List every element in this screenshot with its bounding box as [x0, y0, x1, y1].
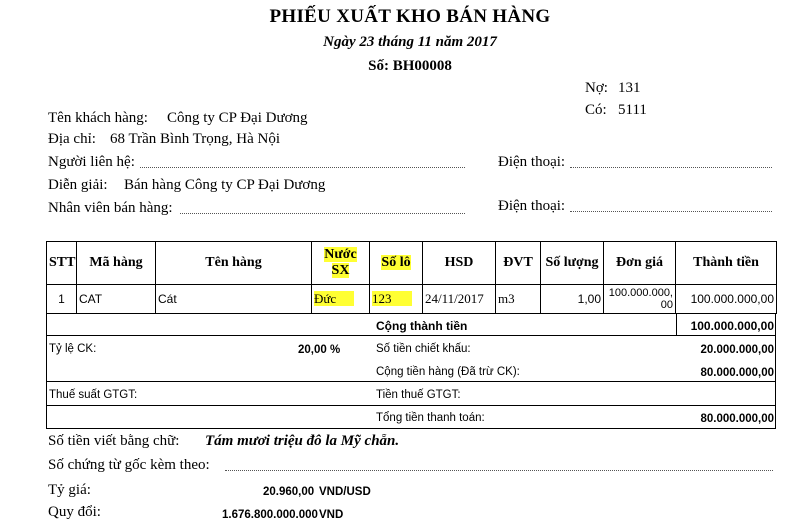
debit-label: Nợ: — [585, 80, 608, 96]
discount-amount-value: 20.000.000,00 — [700, 344, 774, 356]
phone2-dotted-line — [570, 211, 772, 212]
header-unit-price: Đơn giá — [604, 242, 676, 285]
exchange-rate-unit: VND/USD — [319, 486, 371, 498]
customer-name-label: Tên khách hàng: — [48, 110, 148, 126]
summary-rule-2 — [47, 381, 775, 382]
document-number: Số: BH00008 — [368, 58, 452, 74]
description-value: Bán hàng Công ty CP Đại Dương — [124, 177, 326, 193]
summary-divider — [676, 313, 677, 335]
description-label: Diễn giải: — [48, 177, 108, 193]
converted-unit: VND — [319, 509, 344, 521]
address-label: Địa chỉ: — [48, 131, 96, 147]
vat-amount-label: Tiền thuế GTGT: — [376, 389, 461, 401]
row-item-name: Cát — [156, 285, 312, 314]
net-amount-label: Cộng tiền hàng (Đã trừ CK): — [376, 366, 520, 378]
row-item-code: CAT — [77, 285, 156, 314]
phone2-label: Điện thoại: — [498, 198, 566, 214]
converted-value: 1.676.800.000.000 — [222, 509, 318, 521]
row-country-value: Đức — [314, 291, 354, 306]
row-quantity: 1,00 — [541, 285, 604, 314]
row-unit-price: 100.000.000,00 — [604, 285, 676, 314]
customer-name: Công ty CP Đại Dương — [167, 110, 308, 126]
header-expiry: HSD — [423, 242, 496, 285]
row-country — [312, 285, 370, 314]
sales-staff-dotted-line — [180, 213, 465, 214]
header-quantity: Số lượng — [541, 242, 604, 285]
grand-total-value: 80.000.000,00 — [700, 413, 774, 425]
summary-rule-1 — [47, 335, 775, 336]
in-words-value: Tám mươi triệu đô la Mỹ chẵn. — [205, 433, 400, 449]
row-lot-value: 123 — [372, 291, 412, 306]
header-lot — [370, 242, 423, 285]
items-table — [46, 241, 777, 314]
contact-label: Người liên hệ: — [48, 154, 135, 170]
contact-dotted-line — [140, 167, 465, 168]
net-amount-value: 80.000.000,00 — [700, 367, 774, 379]
table-row — [47, 285, 777, 314]
credit-label: Có: — [585, 102, 607, 118]
row-amount: 100.000.000,00 — [676, 285, 777, 314]
row-stt: 1 — [47, 285, 77, 314]
table-header-row — [47, 242, 777, 285]
header-lot-label: Số lô — [381, 255, 411, 270]
header-item-code: Mã hàng — [77, 242, 156, 285]
credit-account: 5111 — [618, 102, 647, 118]
header-stt: STT — [47, 242, 77, 285]
attached-docs-dotted-line — [225, 470, 773, 471]
exchange-rate-label: Tỷ giá: — [48, 482, 91, 498]
summary-rule-3 — [47, 405, 775, 406]
phone-label: Điện thoại: — [498, 154, 566, 170]
in-words-label: Số tiền viết bằng chữ: — [48, 433, 180, 449]
sales-staff-label: Nhân viên bán hàng: — [48, 200, 173, 216]
phone-dotted-line — [570, 167, 772, 168]
discount-rate-value: 20,00 % — [298, 344, 341, 356]
document-title: PHIẾU XUẤT KHO BÁN HÀNG — [269, 6, 551, 27]
document-date: Ngày 23 tháng 11 năm 2017 — [323, 34, 497, 50]
row-unit: m3 — [496, 285, 541, 314]
grand-total-label: Tổng tiền thanh toán: — [376, 412, 485, 424]
exchange-rate-value: 20.960,00 — [263, 486, 315, 498]
header-country — [312, 242, 370, 285]
vat-rate-label: Thuế suất GTGT: — [49, 389, 138, 401]
debit-account: 131 — [618, 80, 641, 96]
address-value: 68 Trần Bình Trọng, Hà Nội — [110, 131, 281, 147]
total-label: Cộng thành tiền — [376, 319, 468, 333]
header-item-name: Tên hàng — [156, 242, 312, 285]
header-country-label: Nước SX — [324, 247, 357, 278]
discount-amount-label: Số tiền chiết khấu: — [376, 343, 471, 355]
header-amount: Thành tiền — [676, 242, 777, 285]
converted-label: Quy đổi: — [48, 504, 101, 520]
row-lot — [370, 285, 423, 314]
total-value: 100.000.000,00 — [690, 319, 774, 333]
discount-rate-label: Tỷ lệ CK: — [49, 343, 97, 355]
row-expiry: 24/11/2017 — [423, 285, 496, 314]
attached-docs-label: Số chứng từ gốc kèm theo: — [48, 457, 210, 473]
header-unit: ĐVT — [496, 242, 541, 285]
